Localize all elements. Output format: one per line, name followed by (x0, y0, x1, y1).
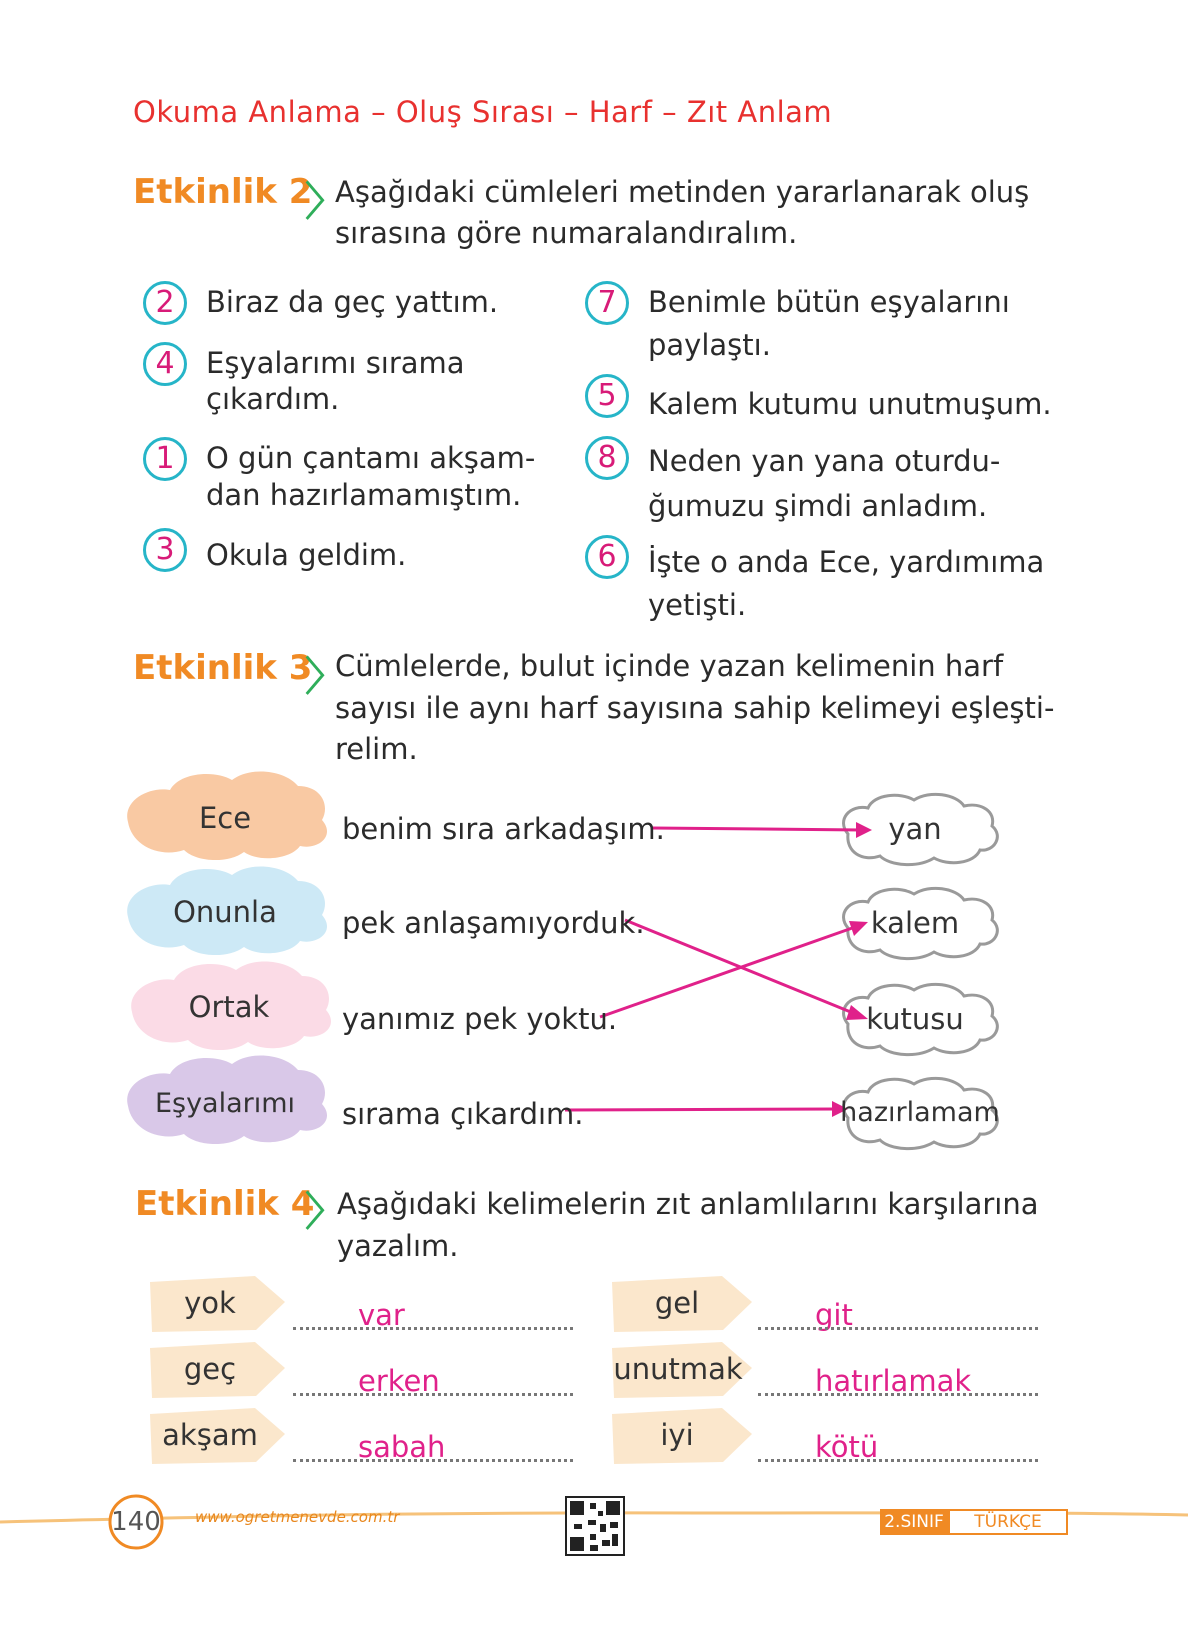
cloud-word: Onunla (173, 895, 277, 929)
cloud-word: Ece (198, 801, 252, 835)
match-sentence: benim sıra arkadaşım. (342, 812, 665, 846)
sentence-line: Benimle bütün eşyalarını (648, 285, 1010, 319)
sentence-line: paylaştı. (648, 328, 771, 362)
cloud-word: Eşyalarımı (154, 1088, 296, 1119)
matching-arrows (565, 822, 872, 1117)
answer-line[interactable] (758, 1393, 1038, 1396)
sentence-line: yetişti. (648, 588, 747, 622)
antonym-answer[interactable]: sabah (358, 1430, 446, 1464)
footer-url[interactable]: www.ogretmenevde.com.tr (195, 1508, 400, 1526)
etkinlik-3-instruction-line2: sayısı ile aynı harf sayısına sahip kelimeyi eşleşti- (335, 691, 1055, 725)
cloud-word: Ortak (188, 990, 270, 1024)
match-sentence: sırama çıkardım. (342, 1097, 584, 1131)
antonym-answer[interactable]: var (358, 1298, 405, 1332)
antonym-source-word: akşam (162, 1418, 258, 1452)
antonym-source-word: iyi (660, 1418, 694, 1452)
answer-line[interactable] (758, 1327, 1038, 1330)
antonym-source-word: gel (654, 1286, 700, 1320)
etkinlik-3-instruction-line3: relim. (335, 732, 418, 766)
order-number[interactable]: 2 (143, 281, 187, 325)
grade-badge: 2.SINIF (880, 1509, 948, 1535)
chevron-right-icon: 〉 (305, 654, 345, 700)
antonym-answer[interactable]: git (815, 1298, 853, 1332)
order-number[interactable]: 7 (585, 281, 629, 325)
etkinlik-3-instruction-line1: Cümlelerde, bulut içinde yazan kelimenin harf (335, 649, 1004, 683)
antonym-source-word: yok (184, 1286, 236, 1320)
answer-line[interactable] (293, 1393, 573, 1396)
sentence-line: ğumuzu şimdi anladım. (648, 489, 988, 523)
sentence-line: Okula geldim. (206, 538, 407, 572)
antonym-answer[interactable]: hatırlamak (815, 1364, 972, 1398)
etkinlik-2-title: Etkinlik 2 (133, 172, 313, 212)
chevron-right-icon: 〉 (305, 179, 345, 225)
order-number[interactable]: 8 (585, 436, 629, 480)
etkinlik-4-title: Etkinlik 4 (135, 1184, 315, 1224)
target-word[interactable]: kutusu (866, 1002, 964, 1036)
order-number[interactable]: 3 (143, 528, 187, 572)
etkinlik-2-instruction-line1: Aşağıdaki cümleleri metinden yararlanarak oluş (335, 175, 1030, 209)
target-word[interactable]: yan (888, 812, 942, 846)
answer-line[interactable] (293, 1459, 573, 1462)
right-clouds (844, 794, 998, 1148)
target-word[interactable]: hazırlamam (840, 1097, 1000, 1128)
etkinlik-4-instruction-line1: Aşağıdaki kelimelerin zıt anlamlılarını karşılarına (337, 1187, 1039, 1221)
chevron-right-icon: 〉 (305, 1189, 345, 1235)
sentence-line: çıkardım. (206, 382, 340, 416)
order-number[interactable]: 4 (143, 342, 187, 386)
sentence-line: O gün çantamı akşam- (206, 441, 536, 475)
subject-badge: TÜRKÇE (948, 1509, 1068, 1535)
answer-line[interactable] (293, 1327, 573, 1330)
etkinlik-2-instruction-line2: sırasına göre numaralandıralım. (335, 216, 798, 250)
antonym-answer[interactable]: kötü (815, 1430, 879, 1464)
sentence-line: Eşyalarımı sırama (206, 346, 465, 380)
order-number[interactable]: 5 (585, 374, 629, 418)
order-number[interactable]: 6 (585, 535, 629, 579)
sentence-line: Biraz da geç yattım. (206, 285, 499, 319)
etkinlik-3-title: Etkinlik 3 (133, 648, 313, 688)
page-topic-heading: Okuma Anlama – Oluş Sırası – Harf – Zıt Anlam (133, 95, 833, 129)
answer-line[interactable] (758, 1459, 1038, 1462)
antonym-answer[interactable]: erken (358, 1364, 440, 1398)
antonym-source-word: unutmak (613, 1352, 743, 1386)
sentence-line: Kalem kutumu unutmuşum. (648, 387, 1052, 421)
sentence-line: Neden yan yana oturdu- (648, 444, 1001, 478)
sentence-line: dan hazırlamamıştım. (206, 478, 522, 512)
order-number[interactable]: 1 (143, 437, 187, 481)
qr-code (566, 1497, 624, 1555)
match-sentence: pek anlaşamıyorduk. (342, 906, 645, 940)
page-number: 140 (111, 1507, 161, 1537)
match-sentence: yanımız pek yoktu. (342, 1002, 618, 1036)
target-word[interactable]: kalem (870, 906, 960, 940)
etkinlik-4-instruction-line2: yazalım. (337, 1229, 459, 1263)
antonym-source-word: geç (183, 1352, 237, 1386)
sentence-line: İşte o anda Ece, yardımıma (648, 545, 1045, 579)
